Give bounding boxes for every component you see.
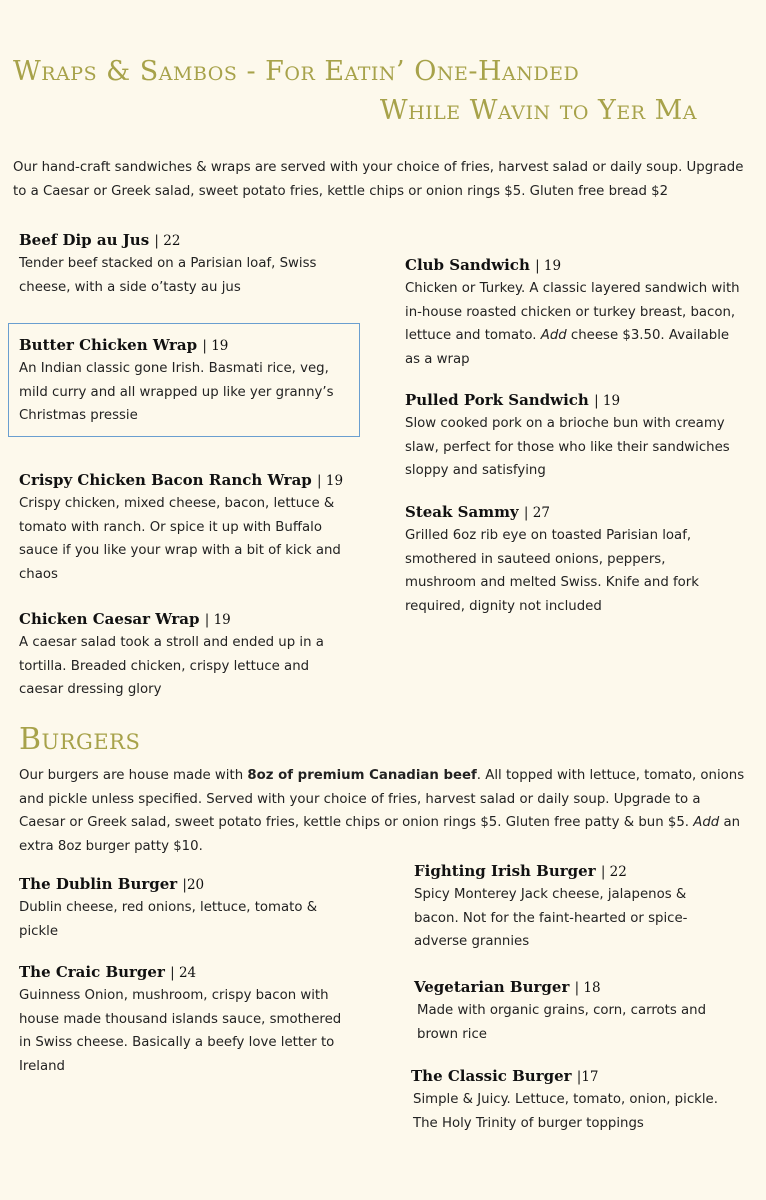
menu-item-price: | 19 [204,612,231,628]
menu-item-description: Made with organic grains, corn, carrots and brown rice [417,1003,707,1042]
wraps-intro-text: Our hand-craft sandwiches & wraps are served with your choice of fries, harvest salad or daily soup. Upgrade to a Caesar or Greek salad, sweet potato fries, kettle chips or onion rings $5. Gluten free bread $2 [13,160,744,199]
menu-item-description: Spicy Monterey Jack cheese, jalapenos & bacon. Not for the faint-hearted or spice-adverse grannies [414,887,688,950]
menu-item-chicken-caesar-wrap[interactable] [19,608,344,702]
menu-item-price: |17 [576,1069,599,1085]
burgers-section-title: Burgers [19,722,141,757]
menu-item-description: Grilled 6oz rib eye on toasted Parisian loaf, smothered in sauteed onions, peppers, mushroom and melted Swiss. Knife and fork required, dignity not included [405,528,699,614]
menu-item-butter-chicken-wrap[interactable] [19,334,354,428]
menu-item-name: The Dublin Burger |20 [19,875,205,893]
menu-item-classic-burger[interactable] [411,1065,746,1135]
menu-item-name: Beef Dip au Jus | 22 [19,231,181,249]
wraps-section-subtitle: While Wavin to Yer Ma [379,95,697,126]
menu-item-name: Pulled Pork Sandwich | 19 [405,391,621,409]
menu-item-description: Guinness Onion, mushroom, crispy bacon with house made thousand islands sauce, smothered in Swiss cheese. Basically a beefy love letter to Ireland [19,988,342,1074]
menu-item-fighting-irish-burger[interactable] [414,860,714,954]
menu-item-price: | 19 [202,338,229,354]
menu-item-description: Chicken or Turkey. A classic layered sandwich with in-house roasted chicken or turkey breast, bacon, lettuce and tomato. Add cheese $3.50. Available as a wrap [405,281,740,367]
menu-item-price: | 22 [600,864,627,880]
menu-item-name: The Craic Burger | 24 [19,963,197,981]
menu-item-price: | 19 [317,473,344,489]
wraps-section-title: Wraps & Sambos - For Eatin’ One-Handed [13,56,580,87]
menu-item-description: Slow cooked pork on a brioche bun with creamy slaw, perfect for those who like their sandwiches sloppy and satisfying [405,416,730,479]
menu-item-club-sandwich[interactable] [405,254,745,371]
menu-item-pulled-pork-sandwich[interactable] [405,389,750,483]
menu-item-beef-dip[interactable] [19,229,349,299]
menu-item-name: The Classic Burger |17 [411,1067,599,1085]
menu-item-price: | 19 [535,258,562,274]
menu-item-price: | 18 [574,980,601,996]
menu-item-name: Vegetarian Burger | 18 [414,978,601,996]
menu-item-description: Tender beef stacked on a Parisian loaf, Swiss cheese, with a side o’tasty au jus [19,256,317,295]
menu-item-name: Fighting Irish Burger | 22 [414,862,627,880]
menu-item-name: Chicken Caesar Wrap | 19 [19,610,231,628]
menu-item-steak-sammy[interactable] [405,501,725,618]
menu-item-name: Crispy Chicken Bacon Ranch Wrap | 19 [19,471,344,489]
menu-item-dublin-burger[interactable] [19,873,339,943]
menu-item-name: Butter Chicken Wrap | 19 [19,336,229,354]
menu-item-price: | 22 [154,233,181,249]
menu-item-crispy-chicken-bacon-ranch-wrap[interactable] [19,469,359,586]
menu-item-description: Simple & Juicy. Lettuce, tomato, onion, pickle. The Holy Trinity of burger toppings [413,1092,718,1131]
menu-item-price: |20 [182,877,205,893]
menu-item-name: Steak Sammy | 27 [405,503,550,521]
menu-item-price: | 24 [170,965,197,981]
menu-item-price: | 19 [594,393,621,409]
menu-item-description: An Indian classic gone Irish. Basmati rice, veg, mild curry and all wrapped up like yer granny’s Christmas pressie [19,361,334,424]
burgers-intro-text: Our burgers are house made with 8oz of premium Canadian beef. All topped with lettuce, tomato, onions and pickle unless specified. Served with your choice of fries, harvest salad or daily soup. Upgrade to a Caesar or Greek salad, sweet potato fries, kettle chips or onion rings $5. Gluten free patty & bun $5. Add an extra 8oz burger patty $10. [19,768,745,854]
menu-item-description: Crispy chicken, mixed cheese, bacon, lettuce & tomato with ranch. Or spice it up with Buffalo sauce if you like your wrap with a bit of kick and chaos [19,496,341,582]
menu-item-name: Club Sandwich | 19 [405,256,562,274]
menu-item-description: Dublin cheese, red onions, lettuce, tomato & pickle [19,900,318,939]
menu-item-description: A caesar salad took a stroll and ended up in a tortilla. Breaded chicken, crispy lettuce and caesar dressing glory [19,635,324,698]
menu-item-craic-burger[interactable] [19,961,354,1078]
menu-item-vegetarian-burger[interactable] [414,976,734,1046]
menu-item-price: | 27 [523,505,550,521]
